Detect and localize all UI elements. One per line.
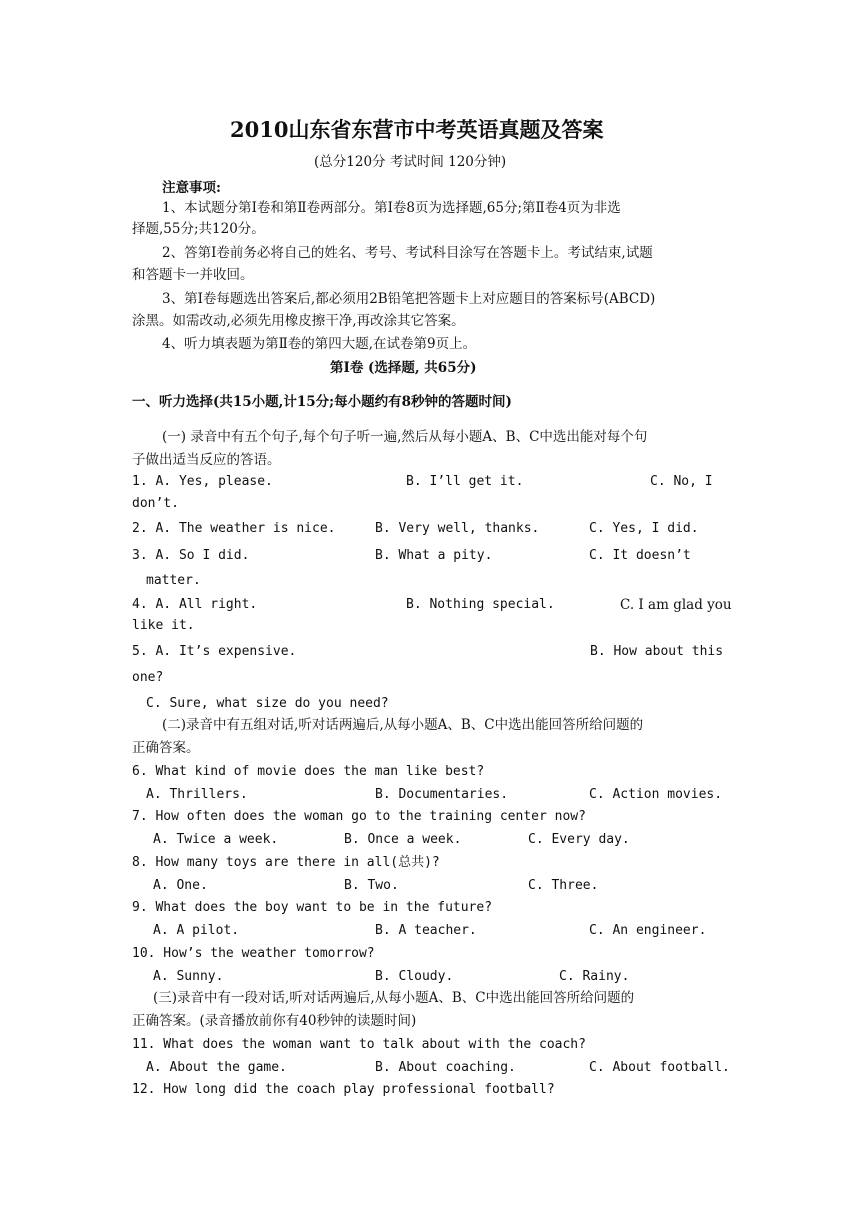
part-3-intro: (三)录音中有一段对话,听对话两遍后,从每小题A、B、C中选出能回答所给问题的 (153, 990, 635, 1006)
q10-option-a: A. Sunny. (153, 969, 224, 984)
notice-item-1: 1、本试题分第Ⅰ卷和第Ⅱ卷两部分。第Ⅰ卷8页为选择题,65分;第Ⅱ卷4页为非选 (162, 200, 621, 216)
q9-option-a: A. A pilot. (153, 923, 240, 938)
part-1-intro-cont: 子做出适当反应的答语。 (132, 452, 281, 468)
notice-item-2-cont: 和答题卡一并收回。 (132, 267, 254, 283)
q6-question: 6. What kind of movie does the man like best? (132, 764, 485, 779)
notice-item-3: 3、第Ⅰ卷每题选出答案后,都必须用2B铅笔把答题卡上对应题目的答案标号(ABCD) (162, 291, 656, 307)
q1-option-c: C. No, I (650, 474, 713, 489)
q7-option-a: A. Twice a week. (153, 832, 279, 847)
part-2-intro-cont: 正确答案。 (132, 740, 200, 756)
q10-question: 10. How’s the weather tomorrow? (132, 946, 375, 961)
q11-option-a: A. About the game. (146, 1060, 287, 1075)
notice-item-1-cont: 择题,55分;共120分。 (132, 221, 265, 237)
q8-option-a: A. One. (153, 878, 208, 893)
q9-option-c: C. An engineer. (589, 923, 707, 938)
q7-option-c: C. Every day. (528, 832, 630, 847)
q5-option-b-cont: one? (132, 670, 164, 685)
page-title: 2010山东省东营市中考英语真题及答案 (230, 117, 604, 142)
notice-item-3-cont: 涂黑。如需改动,必须先用橡皮擦干净,再改涂其它答案。 (132, 313, 465, 329)
q12-question: 12. How long did the coach play professional football? (132, 1082, 555, 1097)
part-2-intro: (二)录音中有五组对话,听对话两遍后,从每小题A、B、C中选出能回答所给问题的 (162, 717, 644, 733)
q6-option-b: B. Documentaries. (375, 787, 509, 802)
q2-option-a: 2. A. The weather is nice. (132, 521, 336, 536)
notice-heading: 注意事项: (162, 180, 221, 196)
notice-item-4: 4、听力填表题为第Ⅱ卷的第四大题,在试卷第9页上。 (162, 336, 477, 352)
q3-option-c-cont: matter. (146, 573, 201, 588)
q4-option-c: C. I am glad you (620, 597, 732, 613)
q5-option-b: B. How about this (590, 644, 724, 659)
part-3-intro-cont: 正确答案。(录音播放前你有40秒钟的读题时间) (132, 1013, 417, 1029)
q3-option-a: 3. A. So I did. (132, 548, 250, 563)
q9-question: 9. What does the boy want to be in the future? (132, 900, 493, 915)
q9-option-b: B. A teacher. (375, 923, 477, 938)
q8-option-b: B. Two. (344, 878, 399, 893)
q5-option-c: C. Sure, what size do you need? (146, 696, 389, 711)
section-1-heading: 一、听力选择(共15小题,计15分;每小题约有8秒钟的答题时间) (132, 394, 512, 410)
q1-option-c-cont: don’t. (132, 496, 179, 511)
notice-item-2: 2、答第Ⅰ卷前务必将自己的姓名、考号、考试科目涂写在答题卡上。考试结束,试题 (162, 245, 653, 261)
q2-option-c: C. Yes, I did. (589, 521, 699, 536)
q1-option-a: 1. A. Yes, please. (132, 474, 273, 489)
q4-option-a: 4. A. All right. (132, 597, 258, 612)
q4-option-b: B. Nothing special. (406, 597, 555, 612)
q10-option-c: C. Rainy. (559, 969, 630, 984)
q6-option-c: C. Action movies. (589, 787, 723, 802)
q4-option-c-cont: like it. (132, 618, 195, 633)
q11-option-c: C. About football. (589, 1060, 730, 1075)
q1-option-b: B. I’ll get it. (406, 474, 524, 489)
q11-option-b: B. About coaching. (375, 1060, 516, 1075)
q6-option-a: A. Thrillers. (146, 787, 248, 802)
volume-heading: 第Ⅰ卷 (选择题, 共65分) (330, 360, 477, 376)
q5-option-a: 5. A. It’s expensive. (132, 644, 297, 659)
q10-option-b: B. Cloudy. (375, 969, 454, 984)
q3-option-c: C. It doesn’t (589, 548, 691, 563)
q8-option-c: C. Three. (528, 878, 599, 893)
q7-option-b: B. Once a week. (344, 832, 462, 847)
q11-question: 11. What does the woman want to talk about with the coach? (132, 1037, 586, 1052)
part-1-intro: (一) 录音中有五个句子,每个句子听一遍,然后从每小题A、B、C中选出能对每个句 (162, 429, 648, 445)
q2-option-b: B. Very well, thanks. (375, 521, 540, 536)
q3-option-b: B. What a pity. (375, 548, 493, 563)
page-subtitle: (总分120分 考试时间 120分钟) (314, 154, 507, 170)
q7-question: 7. How often does the woman go to the training center now? (132, 809, 586, 824)
q8-question: 8. How many toys are there in all(总共)? (132, 855, 440, 870)
